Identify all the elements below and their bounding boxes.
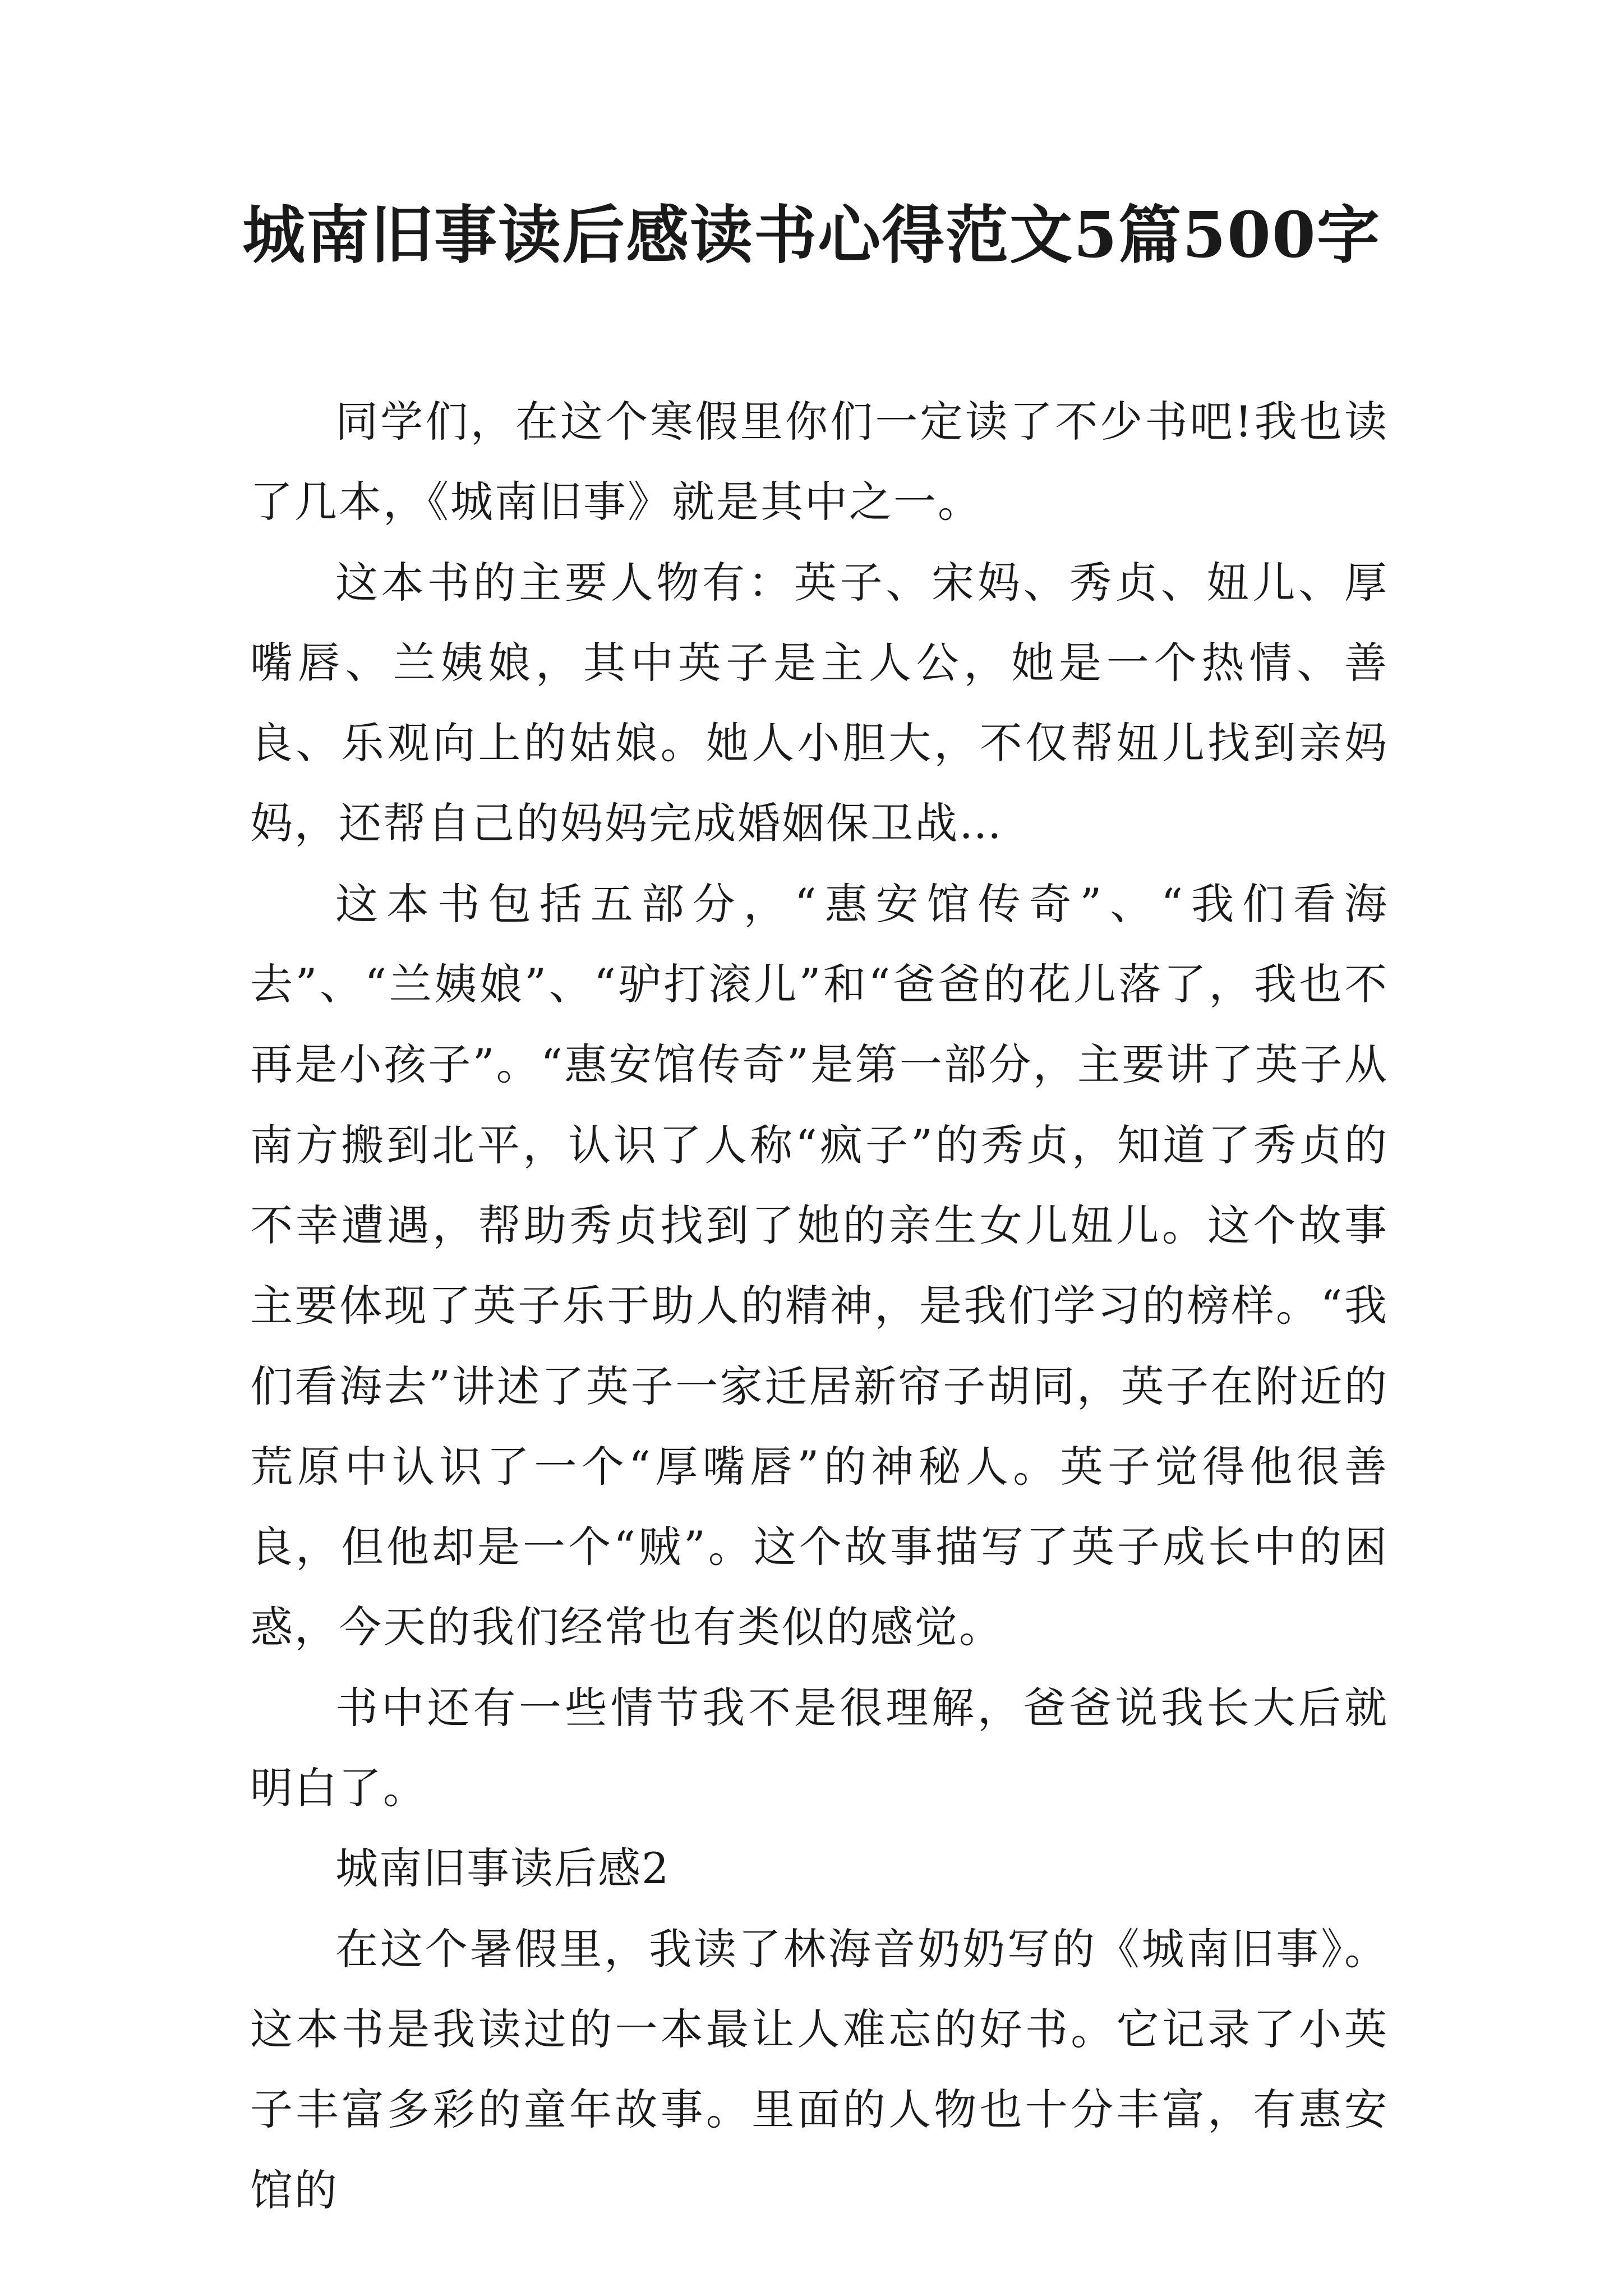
paragraph-essay-2: 在这个暑假里，我读了林海音奶奶写的《城南旧事》。这本书是我读过的一本最让人难忘的好书。它记录了小英子丰富多彩的童年故事。里面的人物也十分丰富，有惠安馆的	[250, 1924, 1389, 2215]
section-heading-2: 城南旧事读后感2	[335, 1843, 670, 1894]
paragraph-characters: 这本书的主要人物有：英子、宋妈、秀贞、妞儿、厚嘴唇、兰姨娘，其中英子是主人公，她是一个热情、善良、乐观向上的姑娘。她人小胆大，不仅帮妞儿找到亲妈妈，还帮自己的妈妈完成婚姻保卫战…	[250, 557, 1389, 849]
paragraph-parts: 这本书包括五部分，“惠安馆传奇”、“我们看海去”、“兰姨娘”、“驴打滚儿”和“爸爸的花儿落了，我也不再是小孩子”。“惠安馆传奇”是第一部分，主要讲了英子从南方搬到北平，认识了人称“疯子”的秀贞，知道了秀贞的不幸遭遇，帮助秀贞找到了她的亲生女儿妞儿。这个故事主要体现了英子乐于助人的精神，是我们学习的榜样。“我们看海去”讲述了英子一家迁居新帘子胡同，英子在附近的荒原中认识了一个“厚嘴唇”的神秘人。英子觉得他很善良，但他却是一个“贼”。这个故事描写了英子成长中的困惑，今天的我们经常也有类似的感觉。	[250, 878, 1389, 1653]
document-title: 城南旧事读后感读书心得范文5篇500字	[242, 199, 1381, 272]
paragraph-reflection: 书中还有一些情节我不是很理解，爸爸说我长大后就明白了。	[250, 1682, 1389, 1814]
document-body	[250, 381, 1389, 2230]
paragraph-intro: 同学们，在这个寒假里你们一定读了不少书吧!我也读了几本，《城南旧事》就是其中之一。	[250, 397, 1389, 527]
